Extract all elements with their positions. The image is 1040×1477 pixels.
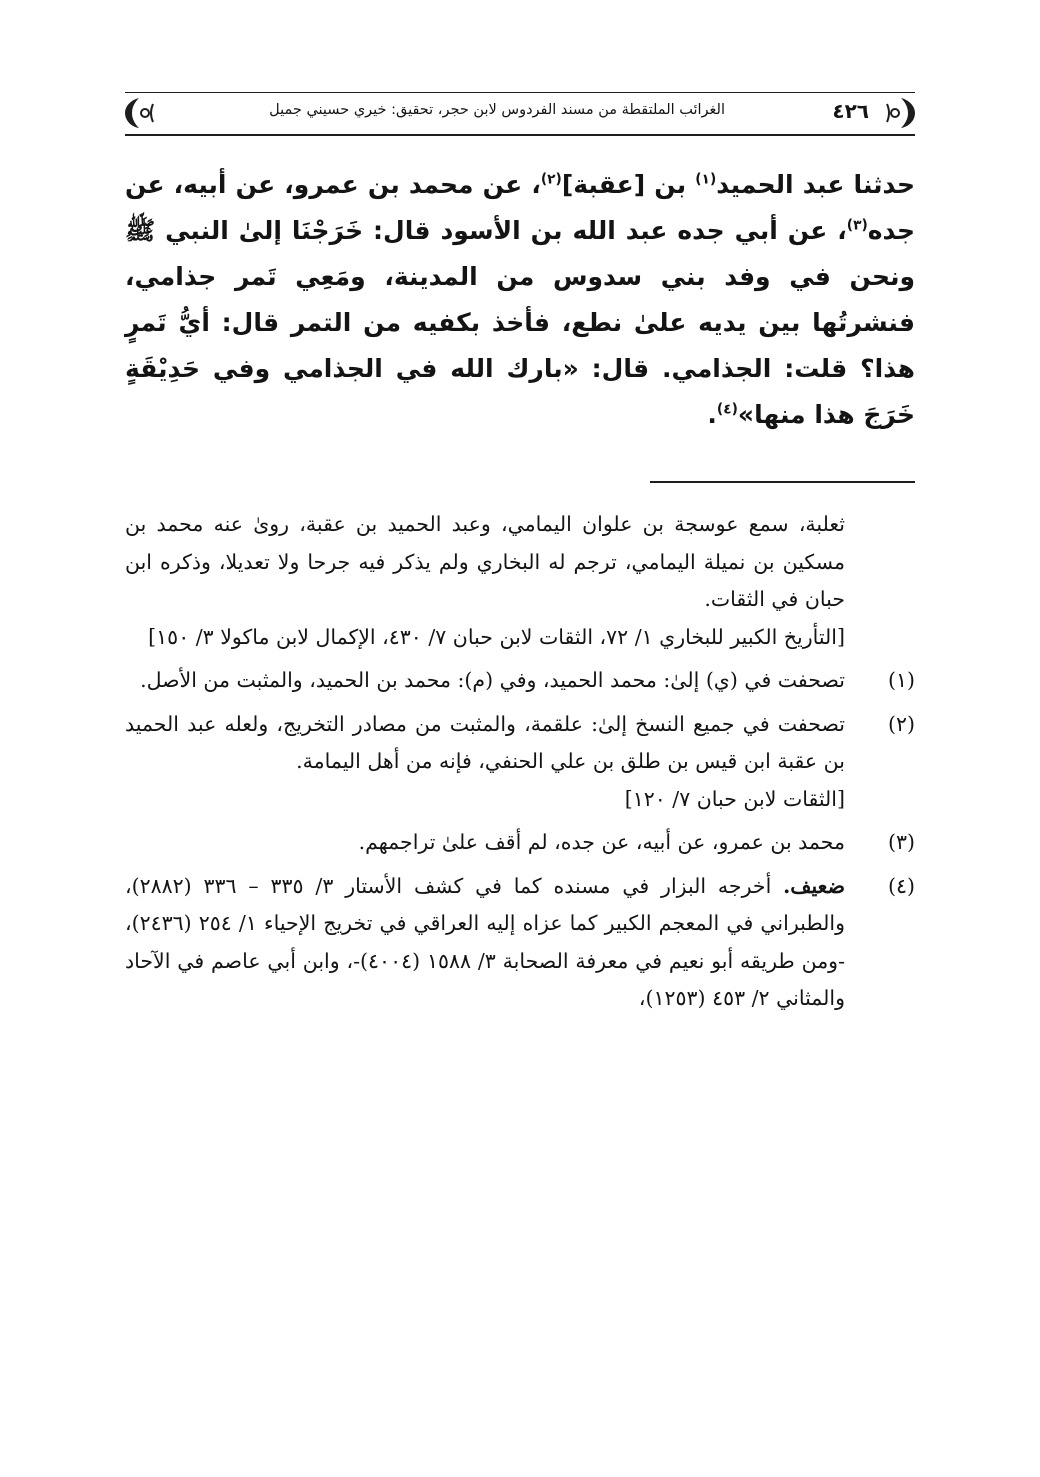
header-top-rule xyxy=(125,92,915,93)
footnote-number: (٤) xyxy=(887,873,915,898)
main-text-segment: ، عن محمد بن عمرو، عن أبيه، عن جده xyxy=(125,170,915,245)
main-text-segment: حدثنا عبد الحميد xyxy=(716,170,915,199)
main-text-segment: ، عن أبي جده عبد الله بن الأسود قال: خَرَجْنَا إلىٰ النبي ﷺ ونحن في وفد بني سدوس من المدينة، ومَعِي تَمر جذامي، فنشرتُها بين يديه علىٰ نطع، فأخذ بكفيه من التمر قال: أيُّ تَمرٍ هذا؟ قلت: الجذامي. قال: «بارك الله في الجذامي وفي حَدِيْقَةٍ خَرَجَ هذا منها» xyxy=(125,216,915,429)
footnote-separator xyxy=(650,481,915,483)
footnote-3 xyxy=(125,824,915,862)
footnote-body xyxy=(125,706,845,819)
footnote-number: (٢) xyxy=(887,711,915,736)
footnote-2 xyxy=(125,706,915,819)
running-header xyxy=(125,92,915,142)
ornament-icon xyxy=(119,94,159,132)
footnote-number: (٣) xyxy=(887,830,915,854)
footnote-text: محمد بن عمرو، عن أبيه، عن جده، لم أقف علىٰ تراجمهم. xyxy=(358,830,845,854)
footnote-ref-4: (٤) xyxy=(716,401,738,418)
footnote-text: تصحفت في (ي) إلىٰ: محمد الحميد، وفي (م): محمد بن الحميد، والمثبت من الأصل. xyxy=(140,668,845,692)
footnote-continued-text: ثعلبة، سمع عوسجة بن علوان اليمامي، وعبد الحميد بن عقبة، روىٰ عنه محمد بن مسكين بن نميلة اليمامي، ترجم له البخاري ولم يذكر فيه جرحا ولا تعديلا، وذكره ابن حبان في الثقات. xyxy=(125,512,845,611)
footnote-1 xyxy=(125,662,915,700)
main-text xyxy=(125,162,915,438)
main-text-segment: . xyxy=(707,400,717,429)
footnote-text: تصحفت في جميع النسخ إلىٰ: علقمة، والمثبت من مصادر التخريج، ولعله عبد الحميد بن عقبة ابن قيس بن طلق بن علي الحنفي، فإنه من أهل اليمامة. xyxy=(125,711,845,773)
header-bottom-rule xyxy=(125,134,915,136)
footnotes xyxy=(125,506,915,1018)
footnote-ref-3: (٣) xyxy=(846,217,868,234)
header-title: الغرائب الملتقطة من مسند الفردوس لابن حجر، تحقيق: خيري حسيني جميل xyxy=(269,102,725,118)
footnote-continued xyxy=(125,506,845,656)
footnote-ref-1: (١) xyxy=(695,171,717,188)
footnote-number: (١) xyxy=(887,668,915,692)
main-text-segment: بن [عقبة] xyxy=(561,170,696,199)
footnote-grading: ضعيف. xyxy=(783,873,845,898)
footnote-text: أخرجه البزار في مسنده كما في كشف الأستار ٣/ ٣٣٥ – ٣٣٦ (٢٨٨٢)، والطبراني في المعجم الكبير كما عزاه إليه العراقي في تخريج الإحياء ١/ ٢٥٤ (٢٤٣٦)، -ومن طريقه أبو نعيم في معرفة الصحابة ٣/ ١٥٨٨ (٤٠٠٤)-، وابن أبي عاصم في الآحاد والمثاني ٢/ ٤٥٣ (١٢٥٣)، xyxy=(125,873,846,1010)
footnote-ref-2: (٢) xyxy=(540,171,562,188)
footnote-4 xyxy=(125,868,915,1018)
page-number: ٤٢٦ xyxy=(832,99,869,123)
footnote-sources: [الثقات لابن حبان ٧/ ١٢٠] xyxy=(624,786,845,811)
footnote-continued-sources: [التأريخ الكبير للبخاري ١/ ٧٢، الثقات لابن حبان ٧/ ٤٣٠، الإكمال لابن ماكولا ٣/ ١٥٠] xyxy=(148,624,845,649)
ornament-icon xyxy=(881,94,921,132)
footnote-body xyxy=(125,868,845,1018)
